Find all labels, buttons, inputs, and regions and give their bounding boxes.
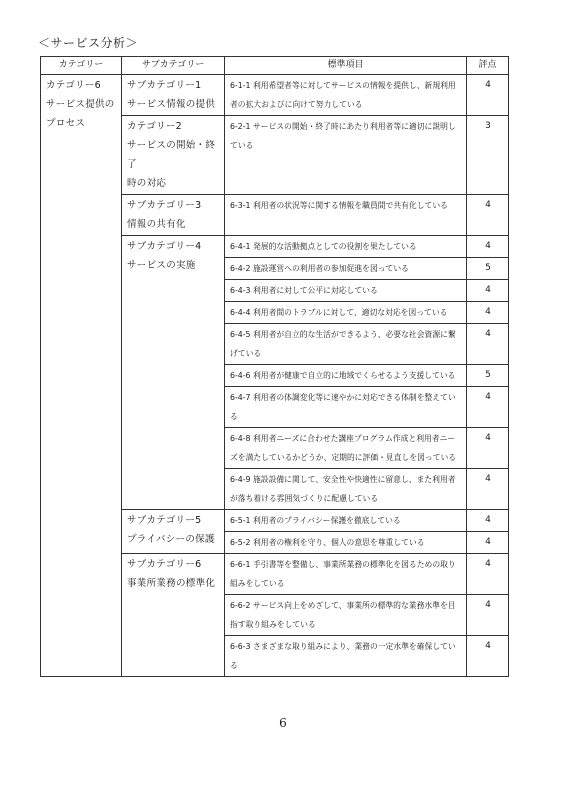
standard-item: 6-4-8 利用者ニーズに合わせた講座プログラム作成と利用者ニーズを満たしているかどうか、定期的に評価・見直しを図っている	[225, 428, 467, 469]
subcategory-cell	[122, 510, 225, 554]
score: 4	[467, 324, 509, 365]
category-line: カテゴリー6	[46, 80, 101, 91]
subcategory-line: サブカテゴリー6	[127, 559, 202, 570]
subcategory-line: サブカテゴリー4	[127, 241, 202, 252]
subcategory-cell	[122, 116, 225, 195]
subcategory-line: サービスの実施	[127, 260, 196, 271]
score: 5	[467, 258, 509, 280]
category-cell	[41, 75, 122, 677]
standard-item: 6-4-9 施設設備に関して、安全性や快適性に留意し、また利用者が落ち着ける雰囲気づくりに配慮している	[225, 469, 467, 510]
subcategory-line: 情報の共有化	[127, 219, 186, 230]
subcategory-cell	[122, 195, 225, 236]
table-row	[41, 75, 509, 116]
score: 3	[467, 116, 509, 195]
score: 4	[467, 510, 509, 532]
page-number: 6	[279, 716, 287, 730]
score: 4	[467, 280, 509, 302]
subcategory-line: サブカテゴリー3	[127, 200, 202, 211]
standard-item: 6-4-6 利用者が健康で自立的に地域でくらせるよう支援している	[225, 365, 467, 387]
subcategory-line: サービスの開始・終了	[127, 140, 216, 170]
standard-item: 6-6-1 手引書等を整備し、事業所業務の標準化を図るための取り組みをしている	[225, 554, 467, 595]
subcategory-cell	[122, 554, 225, 677]
header-score: 評点	[467, 57, 509, 75]
score: 4	[467, 554, 509, 595]
subcategory-line: カテゴリー2	[127, 121, 182, 132]
score: 4	[467, 195, 509, 236]
score: 4	[467, 387, 509, 428]
standard-item: 6-4-2 施設運営への利用者の参加促進を図っている	[225, 258, 467, 280]
subcategory-line: プライバシーの保護	[127, 534, 215, 545]
standard-item: 6-4-5 利用者が自立的な生活ができるよう、必要な社会資源に繋げている	[225, 324, 467, 365]
subcategory-line: 時の対応	[127, 178, 167, 189]
table-header-row	[41, 57, 509, 75]
standard-item: 6-4-7 利用者の体調変化等に速やかに対応できる体制を整えている	[225, 387, 467, 428]
score: 4	[467, 75, 509, 116]
subcategory-line: 事業所業務の標準化	[127, 578, 216, 589]
score: 4	[467, 595, 509, 636]
section-title: ＜サービス分析＞	[38, 36, 139, 50]
score: 4	[467, 428, 509, 469]
score: 4	[467, 236, 509, 258]
standard-item: 6-1-1 利用希望者等に対してサービスの情報を提供し、新規利用者の拡大およびに向けて努力している	[225, 75, 467, 116]
evaluation-table	[40, 56, 509, 677]
standard-item: 6-4-4 利用者間のトラブルに対して、適切な対応を図っている	[225, 302, 467, 324]
subcategory-cell	[122, 75, 225, 116]
score: 4	[467, 302, 509, 324]
standard-item: 6-4-1 発展的な活動拠点としての役割を果たしている	[225, 236, 467, 258]
standard-item: 6-6-2 サービス向上をめざして、事業所の標準的な業務水準を目指す取り組みをしている	[225, 595, 467, 636]
score: 4	[467, 636, 509, 677]
header-category: カテゴリー	[41, 57, 122, 75]
standard-item: 6-2-1 サービスの開始・終了時にあたり利用者等に適切に説明している	[225, 116, 467, 195]
subcategory-line: サービス情報の提供	[127, 99, 216, 110]
header-standard-item: 標準項目	[225, 57, 467, 75]
score: 5	[467, 365, 509, 387]
subcategory-line: サブカテゴリー1	[127, 80, 202, 91]
subcategory-line: サブカテゴリー5	[127, 515, 202, 526]
standard-item: 6-5-1 利用者のプライバシー保護を徹底している	[225, 510, 467, 532]
score: 4	[467, 469, 509, 510]
standard-item: 6-3-1 利用者の状況等に関する情報を職員間で共有化している	[225, 195, 467, 236]
category-line: プロセス	[46, 118, 86, 129]
standard-item: 6-5-2 利用者の権利を守り、個人の意思を尊重している	[225, 532, 467, 554]
subcategory-cell	[122, 236, 225, 510]
header-subcategory: サブカテゴリー	[122, 57, 225, 75]
standard-item: 6-6-3 さまざまな取り組みにより、業務の一定水準を確保している	[225, 636, 467, 677]
standard-item: 6-4-3 利用者に対して公平に対応している	[225, 280, 467, 302]
score: 4	[467, 532, 509, 554]
category-line: サービス提供の	[46, 99, 115, 110]
